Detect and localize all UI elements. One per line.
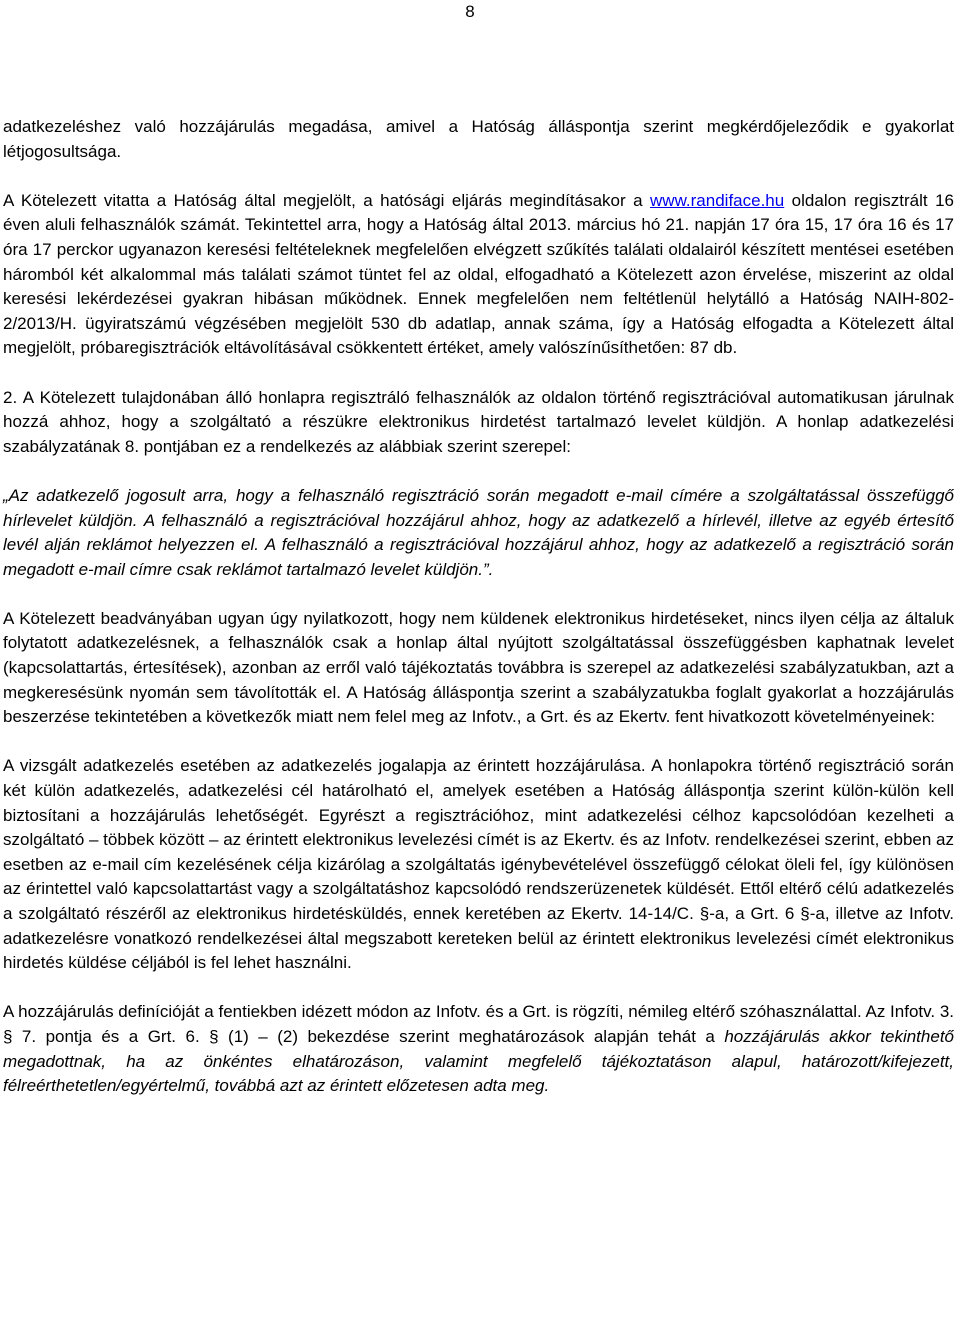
paragraph-1: adatkezeléshez való hozzájárulás megadása, amivel a Hatóság álláspontja szerint megkérdőjeleződik e gyakorlat létjogosultsága. bbox=[3, 117, 954, 161]
quoted-policy-text: „Az adatkezelő jogosult arra, hogy a felhasználó regisztráció során megadott e-mail címére a szolgáltatással összefüggő hírlevelet küldjön. A felhasználó a regisztrációval hozzájárul ahhoz, hogy az adatkezelő a hírlevél, illetve az egyéb értesítő levél alján reklámot helyezzen el. A felhasználó a regisztrációval hozzájárul ahhoz, hogy az adatkezelő a regisztráció során megadott e-mail címre csak reklámot tartalmazó levelet küldjön.”. bbox=[3, 485, 954, 579]
document-body bbox=[3, 115, 954, 1123]
paragraph-3: 2. A Kötelezett tulajdonában álló honlapra regisztráló felhasználók az oldalon történő regisztrációval automatikusan járulnak hozzá ahhoz, hogy a szolgáltató a részükre elektronikus hirdetést tartalmazó levelet küldjön. A honlap adatkezelési szabályzatának 8. pontjában ez a rendelkezés az alábbiak szerint szerepel: bbox=[3, 387, 954, 456]
paragraph-6: A vizsgált adatkezelés esetében az adatkezelés jogalapja az érintett hozzájárulása. A honlapokra történő regisztráció során két külön adatkezelés, adatkezelési cél határolható el, amelyek esetében a Hatóság álláspontja szerint külön-külön kell biztosítani a hozzájárulás lehetőségét. Egyrészt a regisztrációhoz, mint adatkezelési célhoz kapcsolódóan kezelheti a szolgáltató – többek között – az érintett elektronikus levelezési címét is az Ekertv. és az Infotv. rendelkezései szerint, ebben az esetben az e-mail cím kezelésének célja kizárólag a szolgáltatás igénybevételével összefüggő célokat öleli fel, így különösen az érintettel való kapcsolattartást vagy a szolgáltatáshoz kapcsolódó rendszerüzenetek küldését. Ettől eltérő célú adatkezelés a szolgáltató részéről az elektronikus hirdetésküldés, ennek keretében az Ekertv. 14-14/C. §-a, a Grt. 6 §-a, illetve az Infotv. adatkezelésre vonatkozó rendelkezései által megszabott kereteken belül az érintett elektronikus levelezési címét elektronikus hirdetés küldése céljából is fel lehet használni. bbox=[3, 756, 954, 973]
paragraph-7-italic: hozzájárulás akkor tekinthető megadottnak, ha az önkéntes elhatározáson, valamint megfelelő tájékoztatáson alapul, határozott/kifejezett, félreérthetetlen/egyértelmű, továbbá azt az érintett előzetesen adta meg. bbox=[3, 1026, 954, 1096]
quoted-policy bbox=[3, 484, 954, 582]
page-number: 8 bbox=[465, 2, 475, 21]
paragraph-7 bbox=[3, 1000, 954, 1098]
randiface-link[interactable]: www.randiface.hu bbox=[650, 190, 785, 210]
paragraph-2 bbox=[3, 189, 954, 361]
paragraph-7-plain: A hozzájárulás definícióját a fentiekben idézett módon az Infotv. és a Grt. is rögzíti, némileg eltérő szóhasználattal. Az Infotv. 3. § 7. pontja és a Grt. 6. § (1) – (2) bekezdése szerint meghatározások alapján tehát a bbox=[3, 1002, 954, 1046]
paragraph-5: A Kötelezett beadványában ugyan úgy nyilatkozott, hogy nem küldenek elektronikus hirdetéseket, nincs ilyen célja az általuk folytatott adatkezelésnek, a felhasználók csak a honlap által nyújtott szolgáltatással összefüggésben kaphatnak levelet (kapcsolattartás, értesítések), azonban az erről való tájékoztatás továbbra is szerepel az adatkezelési szabályzatukban, azt a megkeresésünk nyomán sem távolították el. A Hatóság álláspontja szerint a szabályzatukba foglalt gyakorlat a hozzájárulás beszerzése tekintetében a következők miatt nem felel meg az Infotv., a Grt. és az Ekertv. fent hivatkozott követelményeinek: bbox=[3, 608, 954, 727]
paragraph-2-rest: oldalon regisztrált 16 éven aluli felhasználók számát. Tekintettel arra, hogy a Hatóság által 2013. március hó 21. napján 17 óra 15, 17 óra 16 és 17 óra 17 perckor ugyanazon keresési feltételeknek megfelelően elvégzett szűkítés találati oldalairól készített mentései esetében háromból két alkalommal más találati számot tüntet fel az oldal, elfogadható a Kötelezett azon érvelése, miszerint az oldal keresési lekérdezései gyakran hibásan működnek. Ennek megfelelően nem feltétlenül helytálló a Hatóság NAIH-802-2/2013/H. ügyiratszámú végzésében megjelölt 530 db adatlap, annak száma, így a Hatóság elfogadta a Kötelezett által megjelölt, próbaregisztrációk eltávolításával csökkentett értéket, amely valószínűsíthetően: 87 db. bbox=[3, 190, 955, 358]
paragraph-2-intro: A Kötelezett vitatta a Hatóság által megjelölt, a hatósági eljárás megindításakor a bbox=[3, 190, 651, 210]
